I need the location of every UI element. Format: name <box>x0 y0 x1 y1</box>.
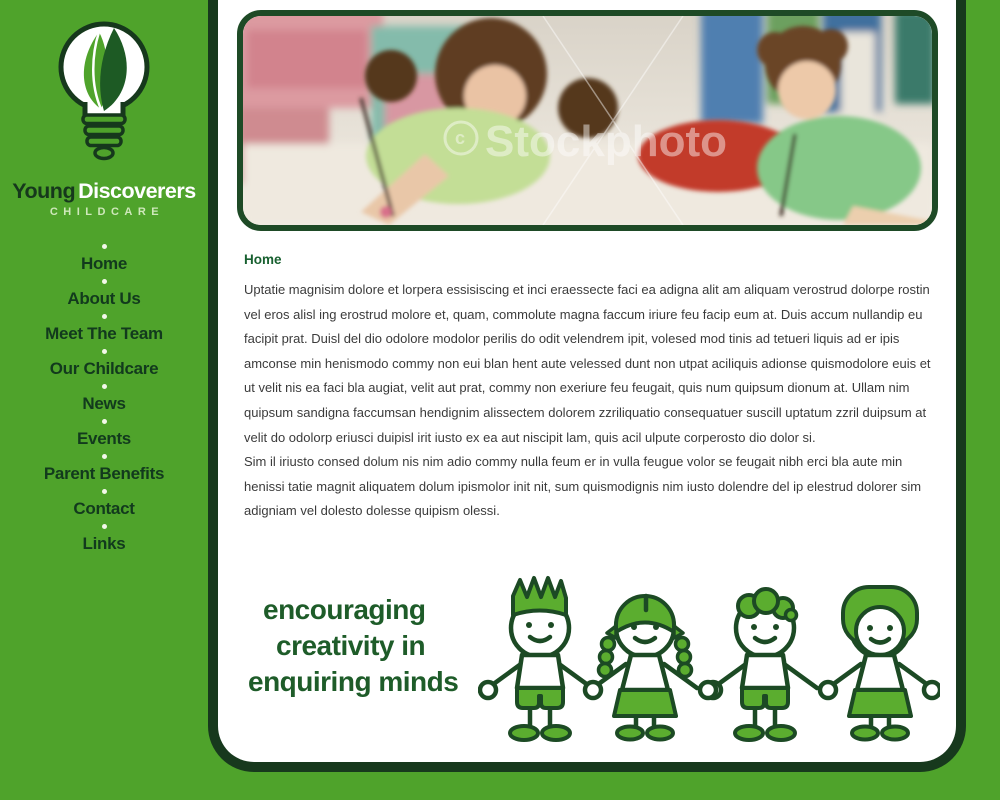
cartoon-child-girl-braids <box>585 596 697 740</box>
body-paragraphs <box>244 278 936 524</box>
nav-dot-separator <box>102 489 107 494</box>
tagline <box>248 592 458 700</box>
sidebar <box>0 0 208 800</box>
sidebar-nav <box>0 244 208 553</box>
nav-dot-separator <box>102 524 107 529</box>
watermark-text: Stockphoto <box>485 117 727 166</box>
lightbulb-leaf-logo[interactable] <box>52 14 156 172</box>
nav-dot-separator <box>102 279 107 284</box>
brand-title[interactable] <box>0 180 208 202</box>
page-title: Home <box>244 252 282 267</box>
svg-text:c: c <box>455 128 466 148</box>
nav-item[interactable] <box>0 244 208 273</box>
nav-item-label: Meet The Team <box>45 324 163 343</box>
nav-item-label: Parent Benefits <box>43 464 165 483</box>
brand-tagline: CHILDCARE <box>49 206 165 218</box>
nav-item-label: Contact <box>73 499 135 518</box>
nav-dot-separator <box>102 419 107 424</box>
nav-item[interactable] <box>0 419 208 448</box>
nav-dot-separator <box>102 349 107 354</box>
body-paragraph: Uptatie magnisim dolore et lorpera essisiscing et inci eraessecte faci ea adigna alit am aliquam verostrud dolorpe rostin vel eros alisl ing erostrud molore et, quam, commolute magna faccum iriure feu facip eum at. Duis accum nullandip eu facipit prat. Duisl del dio odolore modolor perilis do odit velendrem ipit, volesed mod tinis ad tetueri liquis ad er ipis amconse min henismodo commy non eui blan hent aute velessed dunt non utpat aciliquis adionse quismodolore euis et ut velit nis ea faci bla augiat, velit aut prat, commy non exeriure feu feugait, quis num quipsum dionum at. Ullam nim quipsum sandigna faccumsan hendignim alissectem dolorem zzriliquatio consequatuer suscill uptatum zzril duipsum at velit do odolorp eriusci duipisl irit iusto ex ea aut niscipit lam, quis acil ulpute corperosto dio dolor si. <box>244 282 931 445</box>
tagline-line: creativity in <box>276 630 426 661</box>
nav-item[interactable] <box>0 454 208 483</box>
nav-item-label: Links <box>82 534 126 553</box>
children-painting-photo <box>237 10 938 231</box>
nav-item[interactable] <box>0 279 208 308</box>
cartoon-child-girl-bob <box>820 587 940 740</box>
cartoon-child-boy-crown <box>480 578 592 740</box>
nav-item[interactable] <box>0 314 208 343</box>
nav-dot-separator <box>102 314 107 319</box>
nav-item[interactable] <box>0 489 208 518</box>
nav-item-label: Our Childcare <box>49 359 159 378</box>
nav-item[interactable] <box>0 524 208 553</box>
nav-item-label: News <box>82 394 126 413</box>
nav-item-label: Events <box>77 429 131 448</box>
content-panel <box>208 0 966 772</box>
brand-secondary: Discoverers <box>78 179 196 203</box>
nav-dot-separator <box>102 384 107 389</box>
nav-item-label: About Us <box>67 289 141 308</box>
nav-dot-separator <box>102 454 107 459</box>
lightbulb-icon <box>61 24 147 159</box>
nav-item-label: Home <box>80 254 128 273</box>
nav-item[interactable] <box>0 384 208 413</box>
page-content <box>244 252 936 524</box>
brand-primary: Young <box>12 179 76 203</box>
nav-dot-separator <box>102 244 107 249</box>
nav-item[interactable] <box>0 349 208 378</box>
children-holding-hands-illustration <box>478 560 940 747</box>
body-paragraph: Sim il iriusto consed dolum nis nim adio commy nulla feum er in vulla feugue volor se feugait nibh erci bla aute min henissi tatie magnit aliquatem dolum ipismolor init nit, sum quismodignis nim iusto dolendre del ip elestrud dolorer sim adigniam vel dolesto dolesse quipism olessi. <box>244 454 922 519</box>
tagline-line: enquiring minds <box>248 666 459 697</box>
tagline-line: encouraging <box>263 594 426 625</box>
cartoon-child-boy-curly <box>700 589 817 740</box>
